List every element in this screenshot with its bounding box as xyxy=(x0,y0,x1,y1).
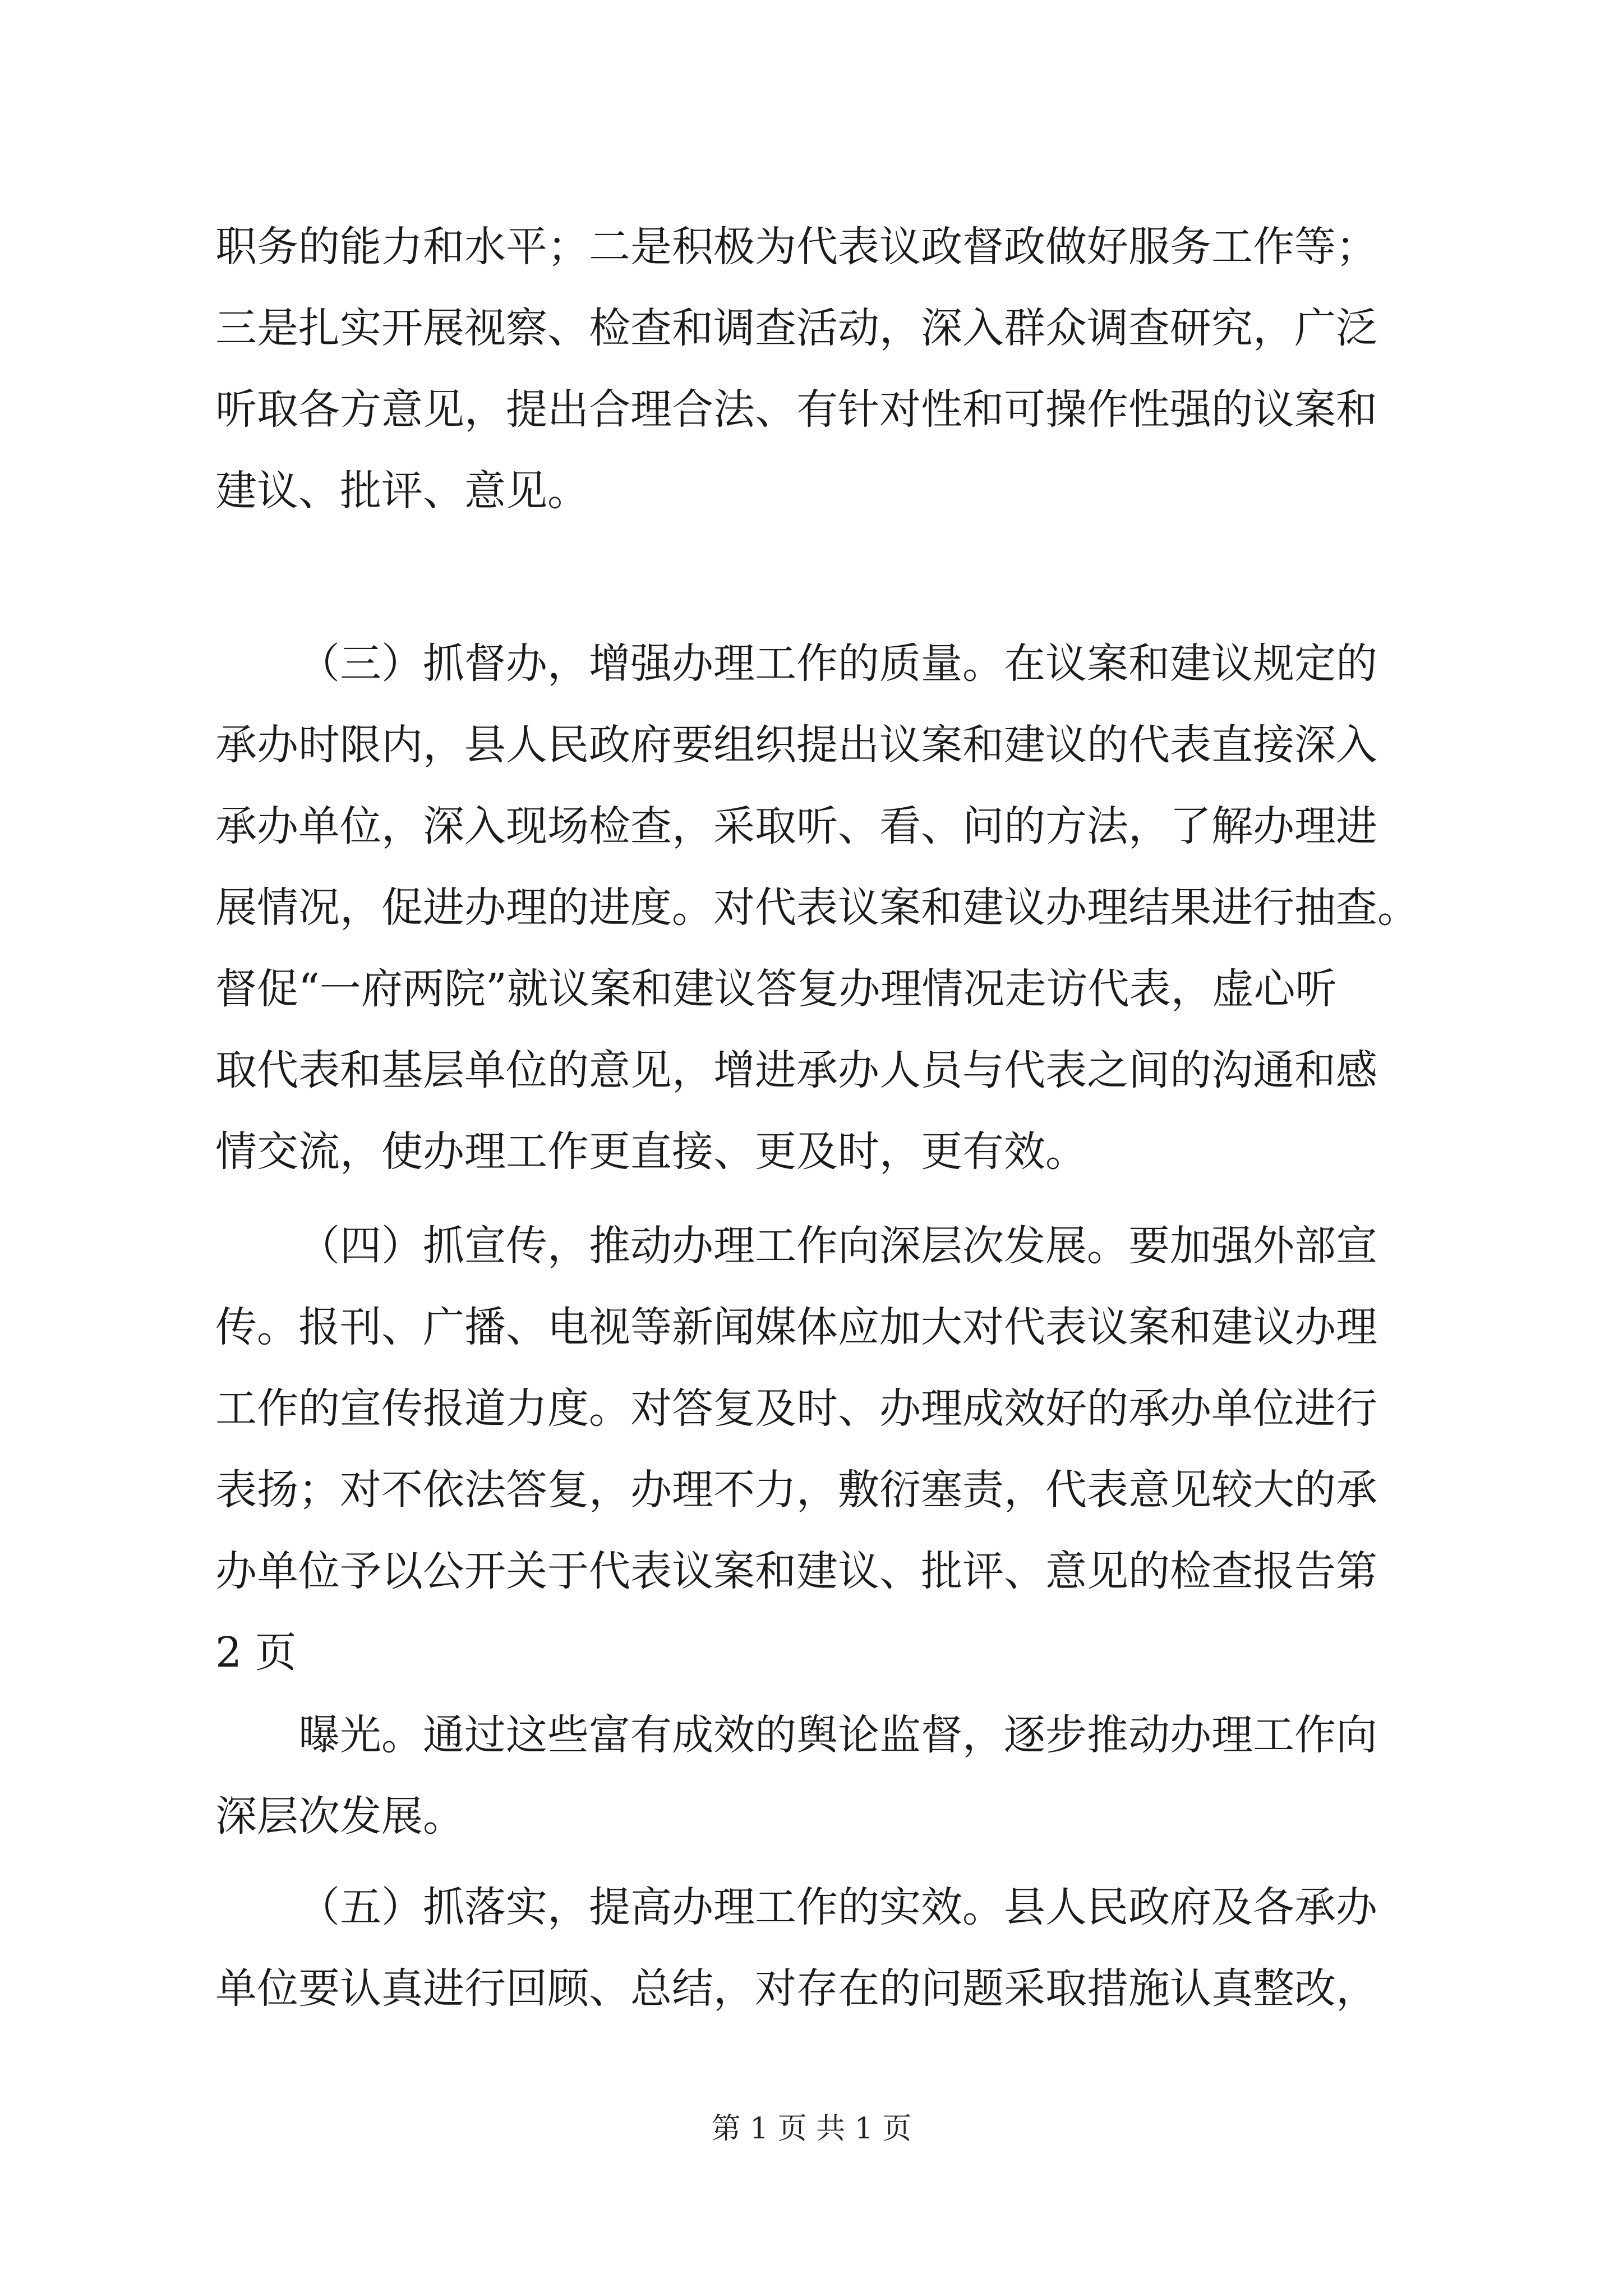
text-line: 曝光。通过这些富有成效的舆论监督，逐步推动办理工作向 xyxy=(298,1711,1377,1759)
text-line: 深层次发展。 xyxy=(215,1792,464,1841)
section-heading-5: （五）抓落实，提高办理工作的实效。县人民政府及各承办 xyxy=(298,1883,1377,1931)
text-line: 督促“一府两院”就议案和建议答复办理情况走访代表，虚心听 xyxy=(215,965,1337,1013)
text-line: 工作的宣传报道力度。对答复及时、办理成效好的承办单位进行 xyxy=(215,1384,1377,1433)
text-line: 职务的能力和水平；二是积极为代表议政督政做好服务工作等； xyxy=(215,223,1377,271)
page-footer: 第 1 页 共 1 页 xyxy=(711,2112,912,2146)
text-line: 取代表和基层单位的意见，增进承办人员与代表之间的沟通和感 xyxy=(215,1046,1377,1094)
text-line: 承办时限内，县人民政府要组织提出议案和建议的代表直接深入 xyxy=(215,721,1377,769)
text-line: 表扬；对不依法答复，办理不力，敷衍塞责，代表意见较大的承 xyxy=(215,1466,1377,1514)
text-line: 三是扎实开展视察、检查和调查活动，深入群众调查研究，广泛 xyxy=(215,304,1377,352)
text-line: 传。报刊、广播、电视等新闻媒体应加大对代表议案和建议办理 xyxy=(215,1303,1377,1351)
text-line: 建议、批评、意见。 xyxy=(215,467,589,515)
text-line: 办单位予以公开关于代表议案和建议、批评、意见的检查报告第 xyxy=(215,1547,1377,1595)
section-heading-3: （三）抓督办，增强办理工作的质量。在议案和建议规定的 xyxy=(298,639,1377,688)
inline-page-number: 2 页 xyxy=(215,1628,297,1677)
text-line: 展情况，促进办理的进度。对代表议案和建议办理结果进行抽查。 xyxy=(215,884,1419,932)
text-line: 听取各方意见，提出合理合法、有针对性和可操作性强的议案和 xyxy=(215,385,1377,434)
section-heading-4: （四）抓宣传，推动办理工作向深层次发展。要加强外部宣 xyxy=(298,1222,1377,1270)
text-line: 单位要认真进行回顾、总结，对存在的问题采取措施认真整改， xyxy=(215,1964,1377,2013)
text-line: 情交流，使办理工作更直接、更及时，更有效。 xyxy=(215,1128,1087,1176)
text-line: 承办单位，深入现场检查，采取听、看、问的方法，了解办理进 xyxy=(215,802,1377,850)
